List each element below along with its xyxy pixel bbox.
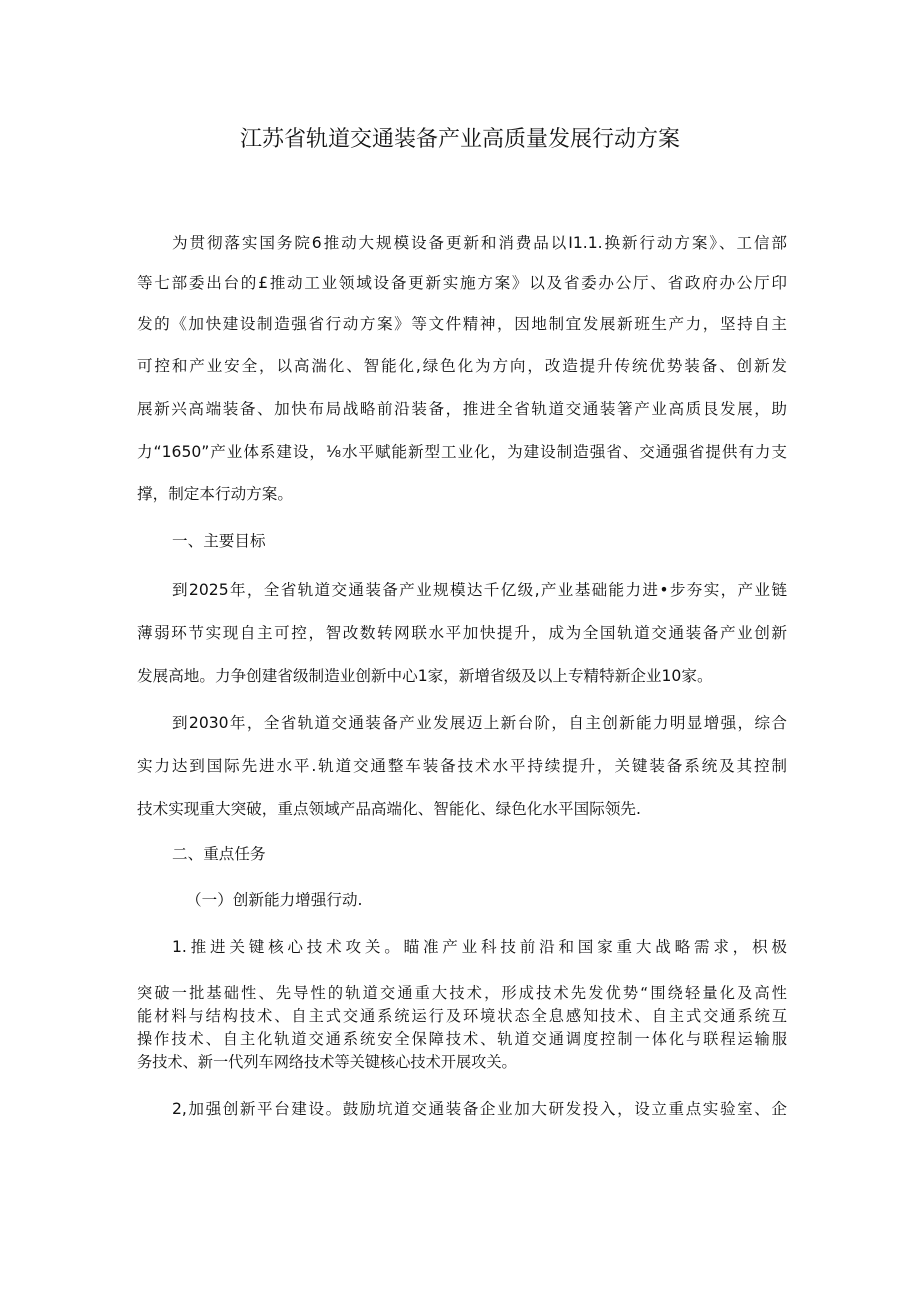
paragraph-line: 到2025年，全省轨道交通装备产业规模达千亿级,产业基础能力进•步夯实，产业链 (172, 581, 787, 599)
paragraph-line: 务技术、新一代列车网络技术等关键核心技术开展攻关。 (137, 1053, 517, 1071)
paragraph-line: 突破一批基础性、先导性的轨道交通重大技术，形成技术先发优势“围绕轻量化及高性 (137, 984, 787, 1002)
document-title: 江苏省轨道交通装备产业高质量发展行动方案 (239, 127, 680, 152)
paragraph-line: 实力达到国际先进水平.轨道交通整车装备技术水平持续提升，关键装备系统及其控制 (137, 757, 787, 775)
paragraph-line: 发的《加快建设制造强省行动方案》等文件精神，因地制宜发展新班生产力，坚持自主 (137, 315, 787, 333)
section-heading: 一、主要目标 (172, 532, 266, 550)
paragraph-line: 为贯彻落实国务院6推动大规模设备更新和消费品以I1.1.换新行动方案》、工信部 (172, 234, 787, 252)
section-heading: 二、重点任务 (172, 845, 266, 863)
paragraph-line: 到2030年，全省轨道交通装备产业发展迈上新台阶，自主创新能力明显增强，综合 (172, 714, 787, 732)
subsection-heading: （一）创新能力增强行动. (186, 891, 363, 909)
paragraph-line: 操作技术、自主化轨道交通系统安全保障技术、轨道交通调度控制一体化与联程运输服 (137, 1030, 787, 1048)
paragraph-line: 可控和产业安全，以高湍化、智能化,绿色化为方向，改造提升传统优势装备、创新发 (137, 357, 787, 375)
paragraph-line: 等七部委出台的£推动工业领域设备更新实施方案》以及省委办公厅、省政府办公厅印 (137, 274, 787, 292)
paragraph-line: 力“1650”产业体系建设，⅛水平赋能新型工业化，为建设制造强省、交通强省提供有力支 (137, 443, 787, 461)
paragraph-line: 能材料与结构技术、自主式交通系统运行及环境状态全息感知技术、自主式交通系统互 (137, 1007, 787, 1025)
paragraph-line: 技术实现重大突破，重点领域产品高端化、智能化、绿色化水平国际领先. (137, 800, 641, 818)
paragraph-line: 1.推进关键核心技术攻关。瞄准产业科技前沿和国家重大战略需求，枳极 (172, 938, 787, 956)
paragraph-line: 2,加强创新平台建设。鼓励坑道交通装备企业加大研发投入，设立重点实验室、企 (172, 1100, 787, 1118)
paragraph-line: 发展高地。力争创建省级制造业创新中心1家，新增省级及以上专精特新企业10家。 (137, 667, 713, 685)
paragraph-line: 展新兴高端装备、加快布局战略前沿装备，推进全省轨道交通装箸产业高质艮发展，助 (137, 400, 787, 418)
paragraph-line: 薄弱环节实现自主可控，智改数转网联水平加快提升，成为全国轨道交通装备产业创新 (137, 624, 787, 642)
paragraph-line: 撑，制定本行动方案。 (137, 485, 293, 503)
